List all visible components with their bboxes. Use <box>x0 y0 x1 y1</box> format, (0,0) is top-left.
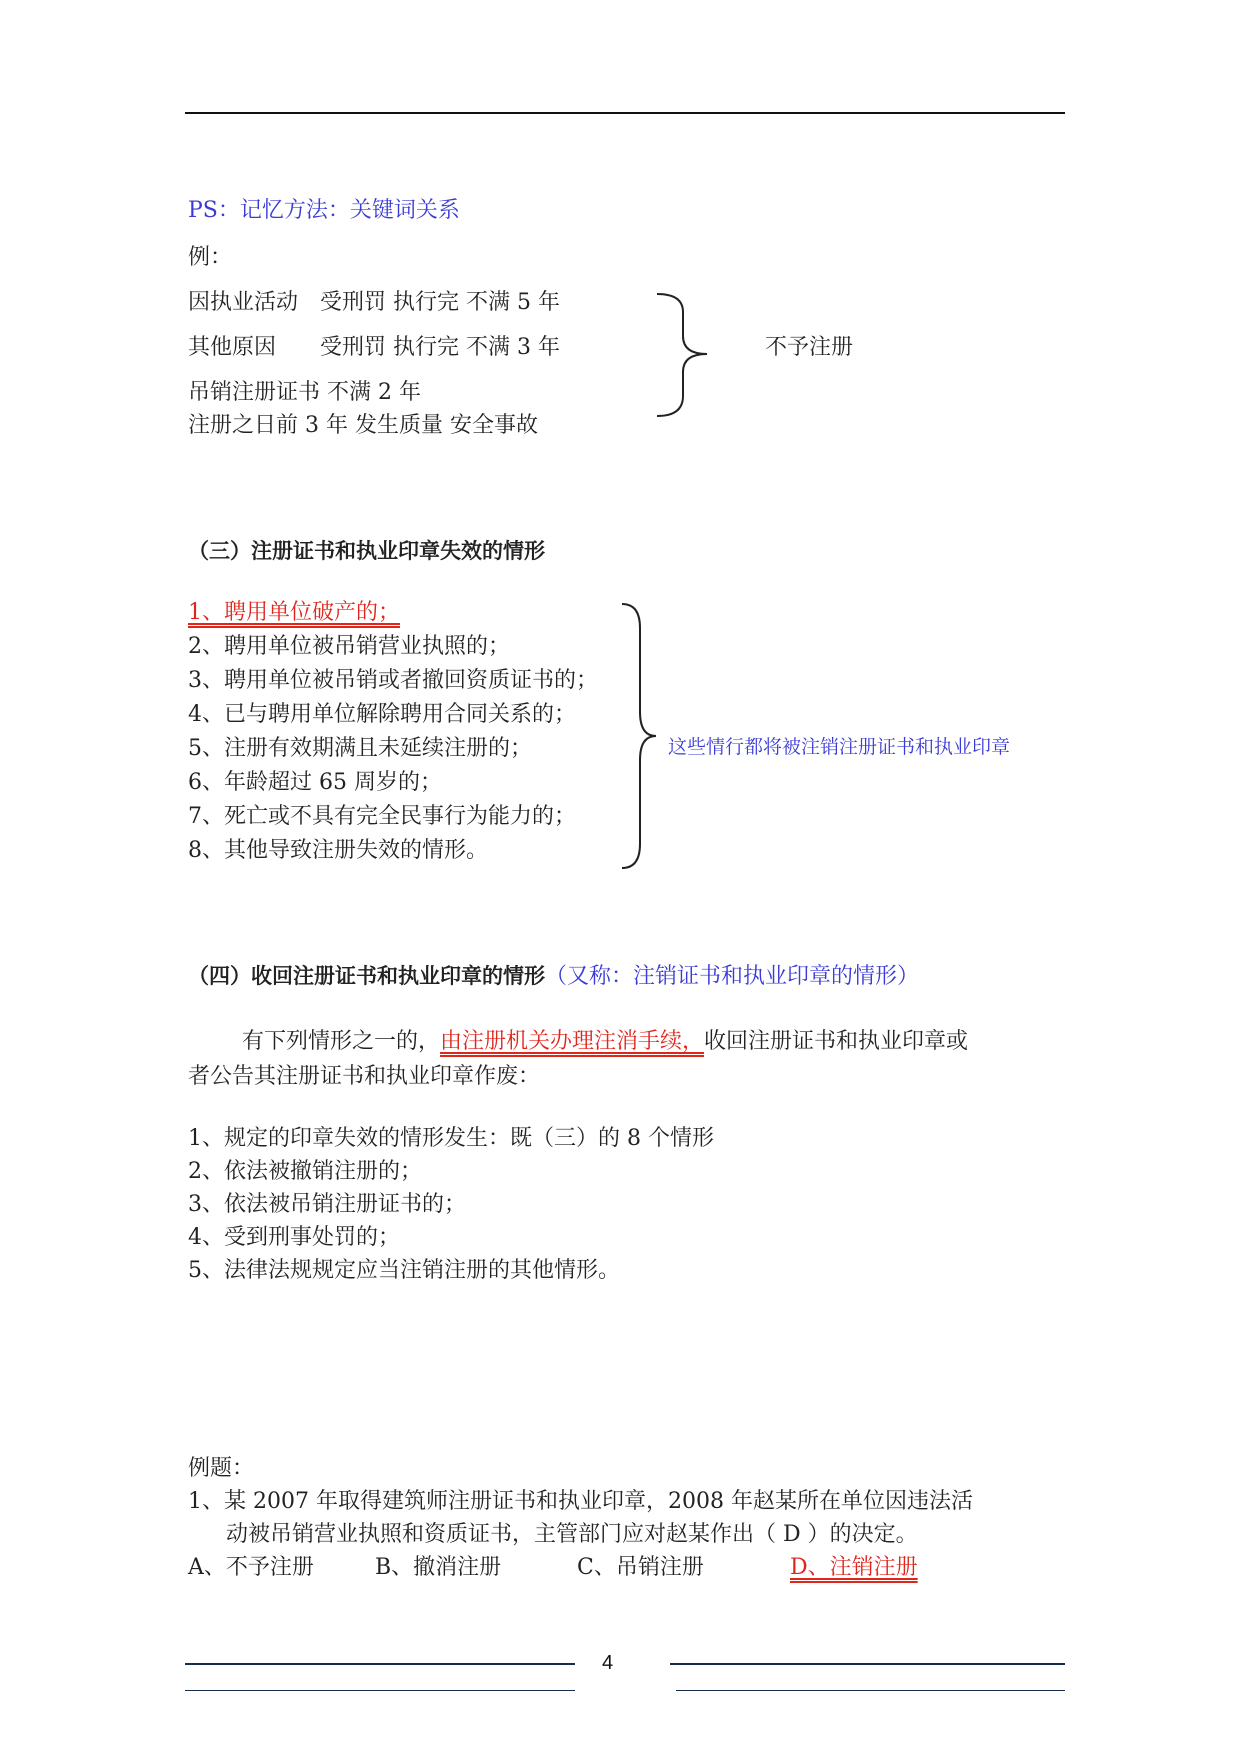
header-rule <box>185 112 1065 114</box>
footer-rule-right-bottom <box>676 1690 1065 1691</box>
footer-rule-left-top <box>185 1663 575 1665</box>
section4-item-4: 4、受到刑事处罚的； <box>188 1225 400 1250</box>
section4-item-3: 3、依法被吊销注册证书的； <box>188 1192 466 1217</box>
section3-item-7: 7、死亡或不具有完全民事行为能力的； <box>188 804 576 829</box>
footer-rule-left-bottom <box>185 1690 575 1691</box>
section3-item-8: 8、其他导致注册失效的情形。 <box>188 838 488 863</box>
ps-result: 不予注册 <box>765 335 854 360</box>
example-option-b: B、撤消注册 <box>375 1555 502 1580</box>
section4-item-1: 1、规定的印章失效的情形发生：既（三）的 8 个情形 <box>188 1126 714 1151</box>
section3-item-1: 1、聘用单位破产的； <box>188 600 400 625</box>
section4-heading-note: （又称：注销证书和执业印章的情形） <box>545 964 920 989</box>
section3-item-6: 6、年龄超过 65 周岁的； <box>188 770 442 795</box>
section4-item-2: 2、依法被撤销注册的； <box>188 1159 422 1184</box>
example-label: 例题： <box>188 1456 255 1481</box>
ps-line-4: 注册之日前 3 年 发生质量 安全事故 <box>188 413 538 438</box>
example-option-c: C、吊销注册 <box>577 1555 704 1580</box>
ps-example-label: 例： <box>188 245 233 270</box>
section3-item-2: 2、聘用单位被吊销营业执照的； <box>188 634 510 659</box>
section3-item-3: 3、聘用单位被吊销或者撤回资质证书的； <box>188 668 598 693</box>
example-question-line2: 动被吊销营业执照和资质证书，主管部门应对赵某作出（ D ）的决定。 <box>226 1522 918 1547</box>
example-question-line1: 1、某 2007 年取得建筑师注册证书和执业印章，2008 年赵某所在单位因违法活 <box>188 1489 973 1514</box>
section4-paragraph-line2: 者公告其注册证书和执业印章作废： <box>188 1064 541 1089</box>
section3-item-5: 5、注册有效期满且未延续注册的； <box>188 736 532 761</box>
section4-para-red: 由注册机关办理注消手续， <box>440 1029 705 1054</box>
section3-item-4: 4、已与聘用单位解除聘用合同关系的； <box>188 702 576 727</box>
ps-line-3: 吊销注册证书 不满 2 年 <box>188 380 421 405</box>
section4-heading-row <box>188 961 919 993</box>
example-option-d: D、注销注册 <box>790 1555 918 1580</box>
ps-title: PS：记忆方法：关键词关系 <box>188 198 460 223</box>
section4-paragraph-line1 <box>242 1027 968 1057</box>
ps-line-1: 因执业活动 受刑罚 执行完 不满 5 年 <box>188 290 560 315</box>
ps-line-2: 其他原因 受刑罚 执行完 不满 3 年 <box>188 335 560 360</box>
footer-rule-right-top <box>670 1663 1065 1665</box>
section4-para-start: 有下列情形之一的， <box>242 1029 441 1054</box>
section3-brace-icon <box>620 602 670 872</box>
section4-para-end: 收回注册证书和执业印章或 <box>704 1029 969 1054</box>
page-number: 4 <box>602 1652 614 1674</box>
section3-note: 这些情行都将被注销注册证书和执业印章 <box>668 736 1011 758</box>
section4-item-5: 5、法律法规规定应当注销注册的其他情形。 <box>188 1258 620 1283</box>
section3-heading: （三）注册证书和执业印章失效的情形 <box>188 539 545 563</box>
section4-heading: （四）收回注册证书和执业印章的情形 <box>188 964 545 988</box>
ps-brace-icon <box>655 292 715 422</box>
example-option-a: A、不予注册 <box>188 1555 314 1580</box>
